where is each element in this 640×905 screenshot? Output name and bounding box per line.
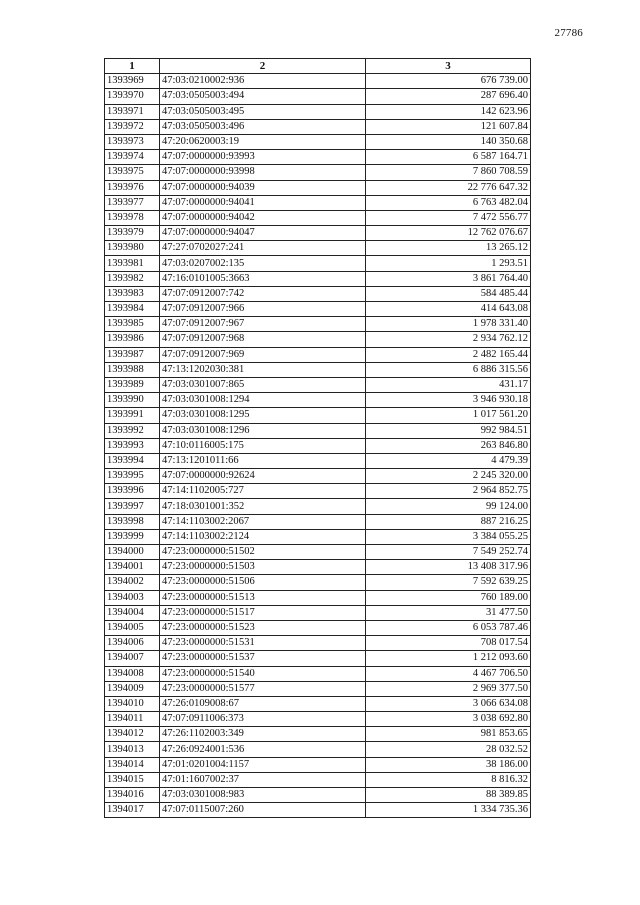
table-row — [105, 590, 531, 605]
table-row — [105, 620, 531, 635]
table-row — [105, 529, 531, 544]
cadastral-number-cell: 47:03:0505003:496 — [160, 119, 366, 134]
cadastral-number-cell: 47:07:0115007:260 — [160, 803, 366, 818]
cadastral-number-cell: 47:23:0000000:51517 — [160, 605, 366, 620]
cadastral-number-cell: 47:03:0207002:135 — [160, 256, 366, 271]
table-row — [105, 150, 531, 165]
row-number-cell: 1393994 — [105, 453, 160, 468]
cadastral-number-cell: 47:03:0505003:495 — [160, 104, 366, 119]
row-number-cell: 1393983 — [105, 286, 160, 301]
table-row — [105, 377, 531, 392]
table-row — [105, 210, 531, 225]
table-row — [105, 165, 531, 180]
row-number-cell: 1393977 — [105, 195, 160, 210]
cadastral-number-cell: 47:07:0000000:92624 — [160, 469, 366, 484]
cadastral-number-cell: 47:14:1103002:2124 — [160, 529, 366, 544]
row-number-cell: 1393979 — [105, 226, 160, 241]
cadastral-value-cell: 1 212 093.60 — [366, 651, 531, 666]
table-row — [105, 332, 531, 347]
cadastral-value-cell: 1 293.51 — [366, 256, 531, 271]
cadastral-number-cell: 47:23:0000000:51540 — [160, 666, 366, 681]
table-row — [105, 453, 531, 468]
row-number-cell: 1394016 — [105, 788, 160, 803]
table-row — [105, 286, 531, 301]
table-row — [105, 317, 531, 332]
cadastral-value-cell: 1 978 331.40 — [366, 317, 531, 332]
cadastral-number-cell: 47:07:0000000:93993 — [160, 150, 366, 165]
cadastral-number-cell: 47:13:1201011:66 — [160, 453, 366, 468]
cadastral-number-cell: 47:23:0000000:51502 — [160, 545, 366, 560]
cadastral-value-cell: 6 587 164.71 — [366, 150, 531, 165]
cadastral-value-cell: 22 776 647.32 — [366, 180, 531, 195]
cadastral-number-cell: 47:23:0000000:51577 — [160, 681, 366, 696]
cadastral-value-cell: 140 350.68 — [366, 134, 531, 149]
row-number-cell: 1393992 — [105, 423, 160, 438]
row-number-cell: 1394005 — [105, 620, 160, 635]
cadastral-value-cell: 88 389.85 — [366, 788, 531, 803]
row-number-cell: 1394017 — [105, 803, 160, 818]
cadastral-value-cell: 981 853.65 — [366, 727, 531, 742]
cadastral-value-cell: 2 482 165.44 — [366, 347, 531, 362]
row-number-cell: 1393976 — [105, 180, 160, 195]
cadastral-value-cell: 142 623.96 — [366, 104, 531, 119]
cadastral-value-cell: 121 607.84 — [366, 119, 531, 134]
row-number-cell: 1393981 — [105, 256, 160, 271]
row-number-cell: 1394007 — [105, 651, 160, 666]
table-row — [105, 499, 531, 514]
cadastral-number-cell: 47:26:0924001:536 — [160, 742, 366, 757]
cadastral-number-cell: 47:07:0912007:967 — [160, 317, 366, 332]
cadastral-number-cell: 47:14:1102005:727 — [160, 484, 366, 499]
table-row — [105, 393, 531, 408]
cadastral-number-cell: 47:26:0109008:67 — [160, 696, 366, 711]
row-number-cell: 1394011 — [105, 712, 160, 727]
table-row — [105, 423, 531, 438]
cadastral-value-cell: 3 066 634.08 — [366, 696, 531, 711]
cadastral-value-cell: 431.17 — [366, 377, 531, 392]
cadastral-value-cell: 2 245 320.00 — [366, 469, 531, 484]
cadastral-value-cell: 2 969 377.50 — [366, 681, 531, 696]
cadastral-number-cell: 47:07:0000000:93998 — [160, 165, 366, 180]
cadastral-number-cell: 47:07:0912007:966 — [160, 302, 366, 317]
table-row — [105, 271, 531, 286]
cadastral-number-cell: 47:07:0000000:94041 — [160, 195, 366, 210]
column-header-1: 1 — [105, 59, 160, 74]
table-row — [105, 681, 531, 696]
row-number-cell: 1393974 — [105, 150, 160, 165]
cadastral-value-cell: 2 964 852.75 — [366, 484, 531, 499]
cadastral-number-cell: 47:07:0912007:742 — [160, 286, 366, 301]
table-row — [105, 256, 531, 271]
table-row — [105, 605, 531, 620]
cadastral-value-cell: 6 763 482.04 — [366, 195, 531, 210]
cadastral-value-cell: 8 816.32 — [366, 772, 531, 787]
cadastral-value-cell: 4 467 706.50 — [366, 666, 531, 681]
row-number-cell: 1393982 — [105, 271, 160, 286]
table-row — [105, 347, 531, 362]
cadastral-value-cell: 3 038 692.80 — [366, 712, 531, 727]
cadastral-value-cell: 2 934 762.12 — [366, 332, 531, 347]
cadastral-value-cell: 760 189.00 — [366, 590, 531, 605]
cadastral-value-cell: 99 124.00 — [366, 499, 531, 514]
table-row — [105, 803, 531, 818]
table-row — [105, 469, 531, 484]
cadastral-value-cell: 414 643.08 — [366, 302, 531, 317]
cadastral-value-cell: 7 860 708.59 — [366, 165, 531, 180]
cadastral-number-cell: 47:20:0620003:19 — [160, 134, 366, 149]
cadastral-value-cell: 6 886 315.56 — [366, 362, 531, 377]
table-row — [105, 727, 531, 742]
row-number-cell: 1393986 — [105, 332, 160, 347]
cadastral-value-table — [104, 58, 531, 818]
row-number-cell: 1394001 — [105, 560, 160, 575]
table-header-row — [105, 59, 531, 74]
table-row — [105, 772, 531, 787]
row-number-cell: 1394002 — [105, 575, 160, 590]
row-number-cell: 1393991 — [105, 408, 160, 423]
row-number-cell: 1393989 — [105, 377, 160, 392]
row-number-cell: 1394010 — [105, 696, 160, 711]
row-number-cell: 1393988 — [105, 362, 160, 377]
table-row — [105, 484, 531, 499]
cadastral-number-cell: 47:23:0000000:51531 — [160, 636, 366, 651]
table-row — [105, 89, 531, 104]
table-body — [105, 74, 531, 818]
cadastral-value-cell: 7 592 639.25 — [366, 575, 531, 590]
cadastral-value-cell: 676 739.00 — [366, 74, 531, 89]
row-number-cell: 1394015 — [105, 772, 160, 787]
cadastral-value-cell: 887 216.25 — [366, 514, 531, 529]
row-number-cell: 1393997 — [105, 499, 160, 514]
cadastral-value-cell: 3 946 930.18 — [366, 393, 531, 408]
cadastral-value-cell: 13 265.12 — [366, 241, 531, 256]
cadastral-number-cell: 47:23:0000000:51506 — [160, 575, 366, 590]
row-number-cell: 1393993 — [105, 438, 160, 453]
cadastral-value-cell: 3 861 764.40 — [366, 271, 531, 286]
row-number-cell: 1393972 — [105, 119, 160, 134]
cadastral-value-cell: 4 479.39 — [366, 453, 531, 468]
table-row — [105, 134, 531, 149]
cadastral-value-cell: 1 017 561.20 — [366, 408, 531, 423]
table-row — [105, 636, 531, 651]
row-number-cell: 1394013 — [105, 742, 160, 757]
cadastral-number-cell: 47:23:0000000:51513 — [160, 590, 366, 605]
table-row — [105, 302, 531, 317]
table-row — [105, 408, 531, 423]
cadastral-value-cell: 31 477.50 — [366, 605, 531, 620]
cadastral-number-cell: 47:23:0000000:51523 — [160, 620, 366, 635]
table-row — [105, 575, 531, 590]
table-row — [105, 438, 531, 453]
row-number-cell: 1393971 — [105, 104, 160, 119]
cadastral-number-cell: 47:13:1202030:381 — [160, 362, 366, 377]
row-number-cell: 1393984 — [105, 302, 160, 317]
cadastral-number-cell: 47:27:0702027:241 — [160, 241, 366, 256]
table-row — [105, 712, 531, 727]
row-number-cell: 1394003 — [105, 590, 160, 605]
table-row — [105, 651, 531, 666]
cadastral-value-cell: 1 334 735.36 — [366, 803, 531, 818]
row-number-cell: 1393973 — [105, 134, 160, 149]
table-row — [105, 757, 531, 772]
table-row — [105, 696, 531, 711]
cadastral-number-cell: 47:03:0301008:1294 — [160, 393, 366, 408]
cadastral-number-cell: 47:03:0301008:983 — [160, 788, 366, 803]
cadastral-number-cell: 47:03:0301008:1295 — [160, 408, 366, 423]
cadastral-number-cell: 47:07:0000000:94039 — [160, 180, 366, 195]
table-row — [105, 226, 531, 241]
row-number-cell: 1393978 — [105, 210, 160, 225]
row-number-cell: 1394008 — [105, 666, 160, 681]
cadastral-number-cell: 47:03:0301007:865 — [160, 377, 366, 392]
cadastral-number-cell: 47:26:1102003:349 — [160, 727, 366, 742]
cadastral-number-cell: 47:18:0301001:352 — [160, 499, 366, 514]
table-row — [105, 545, 531, 560]
row-number-cell: 1394012 — [105, 727, 160, 742]
row-number-cell: 1393998 — [105, 514, 160, 529]
row-number-cell: 1393980 — [105, 241, 160, 256]
row-number-cell: 1394014 — [105, 757, 160, 772]
cadastral-number-cell: 47:23:0000000:51503 — [160, 560, 366, 575]
table-row — [105, 742, 531, 757]
row-number-cell: 1393985 — [105, 317, 160, 332]
table-row — [105, 666, 531, 681]
cadastral-number-cell: 47:03:0301008:1296 — [160, 423, 366, 438]
table-row — [105, 119, 531, 134]
row-number-cell: 1394006 — [105, 636, 160, 651]
row-number-cell: 1394004 — [105, 605, 160, 620]
cadastral-number-cell: 47:07:0000000:94042 — [160, 210, 366, 225]
cadastral-number-cell: 47:23:0000000:51537 — [160, 651, 366, 666]
cadastral-value-cell: 3 384 055.25 — [366, 529, 531, 544]
cadastral-value-cell: 992 984.51 — [366, 423, 531, 438]
row-number-cell: 1393999 — [105, 529, 160, 544]
cadastral-number-cell: 47:07:0911006:373 — [160, 712, 366, 727]
row-number-cell: 1393995 — [105, 469, 160, 484]
table-row — [105, 560, 531, 575]
row-number-cell: 1393970 — [105, 89, 160, 104]
cadastral-value-cell: 584 485.44 — [366, 286, 531, 301]
cadastral-number-cell: 47:07:0912007:968 — [160, 332, 366, 347]
cadastral-value-cell: 28 032.52 — [366, 742, 531, 757]
cadastral-value-cell: 263 846.80 — [366, 438, 531, 453]
cadastral-number-cell: 47:03:0505003:494 — [160, 89, 366, 104]
row-number-cell: 1393996 — [105, 484, 160, 499]
cadastral-value-cell: 13 408 317.96 — [366, 560, 531, 575]
cadastral-number-cell: 47:03:0210002:936 — [160, 74, 366, 89]
table-row — [105, 104, 531, 119]
cadastral-number-cell: 47:10:0116005:175 — [160, 438, 366, 453]
page-number: 27786 — [554, 27, 583, 39]
cadastral-number-cell: 47:07:0912007:969 — [160, 347, 366, 362]
table-row — [105, 180, 531, 195]
row-number-cell: 1393975 — [105, 165, 160, 180]
table-row — [105, 74, 531, 89]
row-number-cell: 1393990 — [105, 393, 160, 408]
table-row — [105, 195, 531, 210]
cadastral-number-cell: 47:07:0000000:94047 — [160, 226, 366, 241]
cadastral-number-cell: 47:16:0101005:3663 — [160, 271, 366, 286]
row-number-cell: 1393987 — [105, 347, 160, 362]
cadastral-number-cell: 47:01:1607002:37 — [160, 772, 366, 787]
row-number-cell: 1394000 — [105, 545, 160, 560]
cadastral-value-cell: 708 017.54 — [366, 636, 531, 651]
cadastral-value-cell: 12 762 076.67 — [366, 226, 531, 241]
column-header-2: 2 — [160, 59, 366, 74]
cadastral-value-cell: 38 186.00 — [366, 757, 531, 772]
table-row — [105, 788, 531, 803]
cadastral-value-cell: 287 696.40 — [366, 89, 531, 104]
cadastral-number-cell: 47:01:0201004:1157 — [160, 757, 366, 772]
row-number-cell: 1393969 — [105, 74, 160, 89]
column-header-3: 3 — [366, 59, 531, 74]
cadastral-value-cell: 7 549 252.74 — [366, 545, 531, 560]
table-row — [105, 514, 531, 529]
cadastral-value-cell: 6 053 787.46 — [366, 620, 531, 635]
table-row — [105, 241, 531, 256]
table-row — [105, 362, 531, 377]
row-number-cell: 1394009 — [105, 681, 160, 696]
cadastral-value-cell: 7 472 556.77 — [366, 210, 531, 225]
cadastral-number-cell: 47:14:1103002:2067 — [160, 514, 366, 529]
